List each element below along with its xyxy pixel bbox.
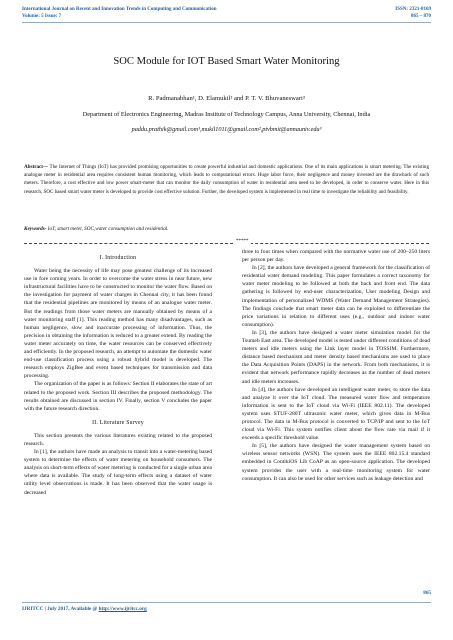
journal-name: International Journal on Recent and Innovation Trends in Computing and Communication	[22, 7, 217, 12]
author-emails: paddu.prathik@gmail.com¹,mukil1011@gmail.com²,ptvbmit@annauniv.edu³	[131, 126, 322, 133]
footer-text: IJRITCC | July 2017, Available @	[22, 606, 99, 612]
page-number: 865	[423, 590, 431, 596]
author-affiliation: Department of Electronics Engineering, Madras Institute of Technology Campus, Anna University, Chennai, India	[82, 111, 371, 118]
footer-divider	[22, 602, 431, 603]
survey-paragraph-6: In [4], the authors have developed an intelligent water meter, to store the data and analyze it over the IoT cloud. The measured water flow and temperature information is sent to the IoT cloud via Wi-Fi (IEEE 802.11). The developed system uses STUF-280T ultrasonic water meter, which gives data in M-Bus protocol. The data in M-Bus protocol is converted to TCP/IP and sent to the IoT cloud via Wi-Fi. This system notifies client about the flow rate via mail if it exceeds a specific threshold value.	[242, 386, 430, 442]
journal-issn: ISSN: 2321-8169	[395, 7, 431, 12]
section-separator	[24, 240, 429, 246]
survey-paragraph-1: This section presents the various literatures existing related to the proposed research.	[24, 432, 212, 447]
header-divider	[22, 22, 431, 23]
paper-title: SOC Module for IOT Based Smart Water Monitoring	[113, 56, 340, 67]
abstract	[24, 163, 429, 196]
intro-paragraph-2: The organization of the paper is as follows: Section II elaborates the state of art related to the proposed work. Section III describes the proposed methodology. The results obtained are discussed in section IV. Finally, section V concludes the paper with the future research direction.	[24, 381, 212, 412]
paper-authors: R. Padmanabhan¹, D. Elamukil² and P. T. V. Bhuvaneswari³	[148, 95, 305, 102]
abstract-label: Abstract—	[24, 164, 49, 170]
right-column	[242, 248, 430, 483]
section-heading-literature-survey: II. Literature Survey	[92, 419, 144, 426]
keywords-label: Keywords-	[24, 226, 47, 232]
left-column	[24, 248, 212, 497]
survey-paragraph-2: In [1], the authors have made an analysis to transit into a water-metering based system to determine the effects of water metering on household consumers. The analysis on short-term effects of water metering is conducted for a single urban area where data is available. The study of long-term effects using a dataset of water utility level observations is made. It has been observed that the water usage is decreased	[24, 449, 212, 496]
survey-paragraph-7: In [5], the authors have designed the water management system based on wireless sensor networks (WSN). The system uses the IEEE 802.15.4 standard embedded in ContikiOS Lib CoAP as an open-source application. The developed system provides the user with a real-time monitoring system for water consumption. It can also be used for other services such as leakage detection and	[242, 443, 430, 482]
journal-pages: 865 – 870	[411, 13, 431, 19]
keywords	[24, 226, 429, 232]
separator-stars: *****	[236, 239, 249, 244]
section-heading-introduction: I. Introduction	[99, 255, 137, 261]
journal-header	[22, 7, 431, 20]
survey-paragraph-3: three to four times when compared with the normative water use of 200–250 liters per person per day.	[242, 249, 430, 264]
keywords-text: IoT, smart meter, SOC,water consumption and residential.	[46, 226, 169, 232]
separator-line	[24, 243, 429, 244]
survey-paragraph-4: In [2], the authors have developed a general framework for the classification of residential water demand modeling. This paper formulates a correct taxonomy for water meter modeling to be followed at both the back and front end. The data gathering is followed by end-user characterization, User modeling Design and implementation of personalized WDMS (Water Demand Management Strategies). The findings conclude that smart meter data can be exploited to differentiate the price variations in relation to different uses (e.g., outdoor and indoor water consumption).	[242, 265, 430, 328]
abstract-text: The Internet of Things (IoT) has provided promising opportunities to create powerful industrial and domestic applications. One of its main applications is smart metering. The existing analogue meter in residential area requires consistent human monitoring, which leads to computational errors. Huge labor force, their negligence and money invested are the drawback of such meters. Therefore, a cost effective and low power smart-meter that can monitor the daily consumption of water in residential area need to be developed, in order to conserve water. Here in this research, SOC based smart water meter is developed to provide cost effective solution. Further, the developed system is implemented in real time to investigate the reliability and feasibility.	[24, 164, 429, 195]
intro-paragraph-1: Water being the necessity of life may pose greatest challenge of its increased use in fore coming years. In order to overcome the water stress in near future, new infrastructural facilities have to be constructed to monitor the water flow. Based on the investigation for payment of water charges in Chennai city, it has been found that the residential pipelines are monitored by means of an analogue water meter. But the readings from those water meters are manually obtained by means of a water monitoring staff [1]. This reading method has many disadvantages, such as human negligence, slow and inaccurate processing of information. Thus, the precision in obtaining the information is reduced to a greater extend. By reading the water meter accurately on time, the water resources can be conserved effectively and efficiently. In the proposed research, an attempt to automate the domestic water end-use classification process using a robust hybrid model is developed. The research employs ZigBee and event based techniques for transmission and data processing.	[24, 268, 212, 380]
page-footer	[22, 606, 147, 612]
journal-website-link[interactable]: http://www.ijritcc.org	[98, 606, 147, 612]
survey-paragraph-5: In [3], the authors have designed a water meter simulation model for the Tsumeb East area. The developed model is tested under different conditions of dead meters and idle meters using the Link layer model in TOSSIM. Furthermore, distance based mechanism and meter density based mechanisms are used to place the Data Acquisition Points (DAPS) in the network. From both mechanisms, it is evident that network performance rapidly decreases as the number of dead meters and idle meters increases.	[242, 329, 430, 385]
journal-volume: Volume: 5 Issue: 7	[22, 13, 62, 19]
